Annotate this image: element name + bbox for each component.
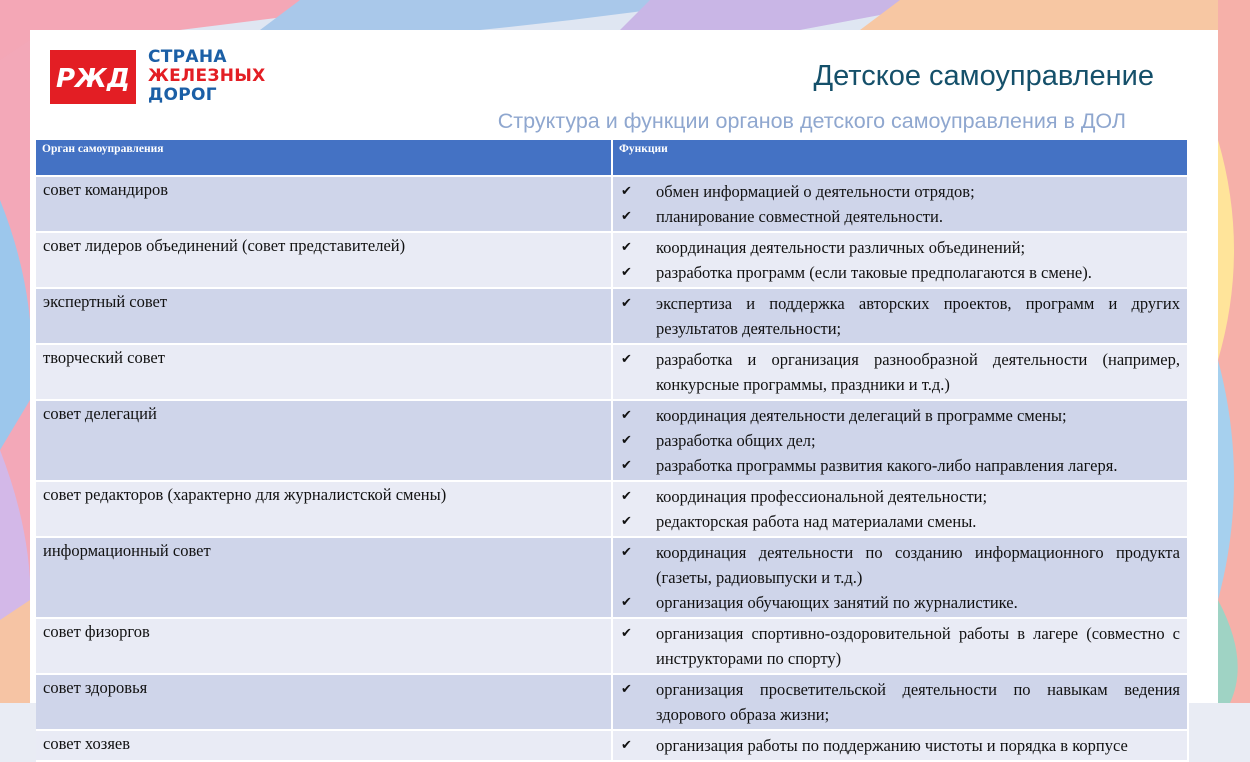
organ-cell: совет лидеров объединений (совет представителей): [36, 232, 612, 288]
table-row: [36, 344, 1188, 400]
organ-cell: совет здоровья: [36, 674, 612, 730]
table-row: [36, 730, 1188, 761]
header-functions: Функции: [612, 140, 1188, 176]
checkmark-icon: ✔: [621, 738, 632, 753]
organ-cell: совет редакторов (характерно для журналистской смены): [36, 481, 612, 537]
table-row: [36, 674, 1188, 730]
functions-cell: [612, 730, 1188, 761]
table-row: [36, 288, 1188, 344]
list-item: [613, 733, 1180, 758]
checkmark-icon: ✔: [621, 514, 632, 529]
functions-cell: [612, 232, 1188, 288]
function-text: разработка и организация разнообразной деятельности (например, конкурсные программы, праздники и т.д.): [656, 350, 1180, 394]
brand-logo: [50, 48, 280, 108]
page-title: Детское самоуправление: [813, 60, 1154, 92]
table-row: [36, 176, 1188, 232]
function-text: редакторская работа над материалами смены.: [656, 512, 977, 531]
functions-list: [613, 177, 1187, 231]
functions-cell: [612, 176, 1188, 232]
list-item: [613, 428, 1180, 453]
table-row: [36, 232, 1188, 288]
function-text: организация спортивно-оздоровительной работы в лагере (совместно с инструкторами по спорту): [656, 624, 1180, 668]
function-text: координация деятельности по созданию информационного продукта (газеты, радиовыпуски и т.д.): [656, 543, 1180, 587]
functions-cell: [612, 481, 1188, 537]
function-text: организация просветительской деятельности по навыкам ведения здорового образа жизни;: [656, 680, 1180, 724]
organ-cell: информационный совет: [36, 537, 612, 618]
organ-cell: экспертный совет: [36, 288, 612, 344]
function-text: обмен информацией о деятельности отрядов;: [656, 182, 975, 201]
checkmark-icon: ✔: [621, 265, 632, 280]
functions-cell: [612, 674, 1188, 730]
list-item: [613, 179, 1180, 204]
organ-cell: совет физоргов: [36, 618, 612, 674]
checkmark-icon: ✔: [621, 433, 632, 448]
list-item: [613, 347, 1180, 397]
logo-line-3: ДОРОГ: [148, 85, 217, 105]
organ-cell: совет хозяев: [36, 730, 612, 761]
function-text: координация деятельности различных объединений;: [656, 238, 1026, 257]
logo-line-1: СТРАНА: [148, 47, 227, 67]
list-item: [613, 677, 1180, 727]
function-text: планирование совместной деятельности.: [656, 207, 943, 226]
list-item: [613, 204, 1180, 229]
function-text: экспертиза и поддержка авторских проектов, программ и других результатов деятельности;: [656, 294, 1180, 338]
function-text: организация работы по поддержанию чистоты и порядка в корпусе: [656, 736, 1128, 755]
checkmark-icon: ✔: [621, 595, 632, 610]
function-text: организация обучающих занятий по журналистике.: [656, 593, 1018, 612]
checkmark-icon: ✔: [621, 352, 632, 367]
functions-cell: [612, 288, 1188, 344]
functions-list: [613, 401, 1187, 480]
functions-list: [613, 619, 1187, 673]
functions-cell: [612, 400, 1188, 481]
function-text: координация профессиональной деятельности;: [656, 487, 988, 506]
list-item: [613, 509, 1180, 534]
list-item: [613, 403, 1180, 428]
list-item: [613, 260, 1180, 285]
functions-list: [613, 482, 1187, 536]
list-item: [613, 235, 1180, 260]
organ-cell: творческий совет: [36, 344, 612, 400]
functions-cell: [612, 344, 1188, 400]
checkmark-icon: ✔: [621, 296, 632, 311]
logo-mark-text: РЖД: [55, 64, 131, 94]
list-item: [613, 291, 1180, 341]
page-subtitle: Структура и функции органов детского самоуправления в ДОЛ: [497, 109, 1126, 133]
table-row: [36, 400, 1188, 481]
table-header-row: [36, 140, 1188, 176]
functions-list: [613, 345, 1187, 399]
functions-cell: [612, 537, 1188, 618]
functions-list: [613, 538, 1187, 617]
logo-wordmark: [148, 48, 266, 105]
checkmark-icon: ✔: [621, 489, 632, 504]
table-row: [36, 537, 1188, 618]
function-text: разработка общих дел;: [656, 431, 816, 450]
table-row: [36, 481, 1188, 537]
list-item: [613, 453, 1180, 478]
checkmark-icon: ✔: [621, 626, 632, 641]
function-text: разработка программ (если таковые предполагаются в смене).: [656, 263, 1092, 282]
rzd-logo-icon: [50, 50, 136, 104]
functions-cell: [612, 618, 1188, 674]
checkmark-icon: ✔: [621, 545, 632, 560]
list-item: [613, 621, 1180, 671]
functions-list: [613, 675, 1187, 729]
functions-list: [613, 731, 1187, 760]
table-row: [36, 618, 1188, 674]
table-body: [36, 176, 1188, 761]
functions-list: [613, 233, 1187, 287]
checkmark-icon: ✔: [621, 184, 632, 199]
logo-line-2: ЖЕЛЕЗНЫХ: [148, 66, 266, 86]
checkmark-icon: ✔: [621, 458, 632, 473]
header-organ: Орган самоуправления: [36, 140, 612, 176]
list-item: [613, 540, 1180, 590]
list-item: [613, 484, 1180, 509]
checkmark-icon: ✔: [621, 408, 632, 423]
functions-list: [613, 289, 1187, 343]
organ-cell: совет делегаций: [36, 400, 612, 481]
function-text: разработка программы развития какого-либо направления лагеря.: [656, 456, 1118, 475]
checkmark-icon: ✔: [621, 209, 632, 224]
organ-cell: совет командиров: [36, 176, 612, 232]
checkmark-icon: ✔: [621, 682, 632, 697]
checkmark-icon: ✔: [621, 240, 632, 255]
function-text: координация деятельности делегаций в программе смены;: [656, 406, 1067, 425]
functions-table: [36, 140, 1189, 762]
list-item: [613, 590, 1180, 615]
